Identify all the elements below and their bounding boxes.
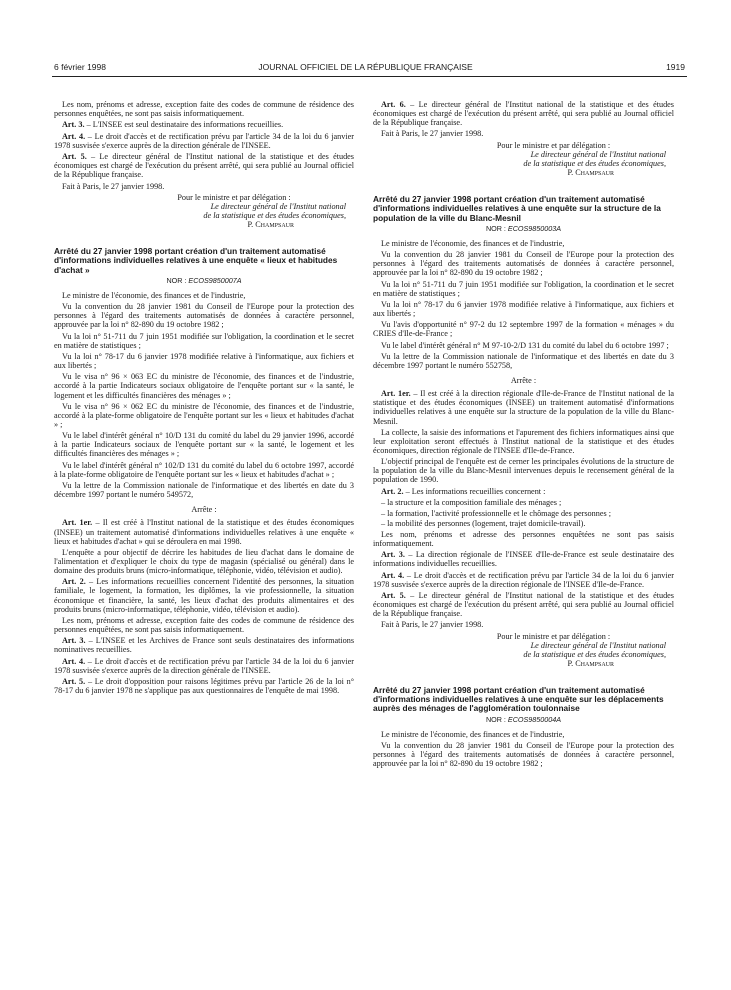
paragraph: Le ministre de l'économie, des finances et de l'industrie, [381, 238, 565, 248]
paragraph: Vu la loi n° 78-17 du 6 janvier 1978 modifiée relative à l'informatique, aux fichiers et aux libertés ; [373, 299, 674, 319]
paragraph: Vu la lettre de la Commission nationale de l'informatique et des libertés en date du 3 décembre 1997 portant le numéro 552758, [373, 351, 674, 371]
decree-title: Arrêté du 27 janvier 1998 portant création d'un traitement automatisé d'informations individuelles relatives à une enquête sur les déplacements auprès des ménages de l'agglomération toulonnaise [373, 685, 664, 714]
article: Art. 2. – Les informations recueillies concernent : [381, 486, 546, 496]
signature-name: P. Champsaur [567, 168, 614, 178]
signature-name: P. Champsaur [247, 220, 294, 230]
article: Art. 3. – L'INSEE et les Archives de France sont seuls destinataires des informations nominatives recueillies. [54, 636, 355, 655]
article: Art. 4. – Le droit d'accès et de rectification prévu par l'article 34 de la loi du 6 janvier 1978 susvisée s'exerce auprès de la direction générale de l'INSEE. [54, 131, 354, 150]
paragraph: Vu la convention du 28 janvier 1981 du Conseil de l'Europe pour la protection des personnes à l'égard des traitements automatisés de données à caractère personnel, approuvée par la loi n° 82-890 du 19 octobre 1982 ; [54, 302, 354, 330]
left-column [54, 100, 354, 697]
paragraph: Vu la convention du 28 janvier 1981 du Conseil de l'Europe pour la protection des personnes à l'égard des traitements automatisés de données à caractère personnel, approuvée par la loi n° 82-890 du 19 octobre 1982 ; [373, 250, 674, 278]
article: Art. 1er. – Il est créé à l'Institut national de la statistique et des études économiques (INSEE) un traitement automatisé d'informations individuelles relatives à une enquête « lieux et habitudes d'achat » qui se déroulera en mai 1998. [54, 518, 354, 546]
article: Art. 5. – Le directeur général de l'Institut national de la statistique et des études économiques est chargé de l'exécution du présent arrêté, qui sera publié au Journal officiel de la République française. [373, 590, 674, 619]
fait-line: Fait à Paris, le 27 janvier 1998. [381, 620, 484, 630]
header-rule [52, 76, 687, 77]
signature-title: de la statistique et des études économiques, [523, 649, 666, 659]
paragraph: L'objectif principal de l'enquête est de cerner les principales évolutions de la structure de la population de la ville du Blanc-Mesnil intervenues depuis le recensement général de la population de 1990. [373, 457, 674, 485]
paragraph: Vu l'avis d'opportunité n° 97-2 du 12 septembre 1997 de la formation « ménages » du CRIES d'Ile-de-France ; [373, 320, 674, 339]
article: Art. 5. – Le droit d'opposition pour raisons légitimes prévu par l'article 26 de la loi n° 78-17 du 6 janvier 1978 ne s'applique pas aux questionnaires de l'enquête de mai 1998. [54, 677, 354, 696]
paragraph: Vu la loi n° 51-711 du 7 juin 1951 modifiée sur l'obligation, la coordination et le secret en matière de statistiques ; [54, 331, 354, 350]
header-date: 6 février 1998 [54, 62, 106, 72]
nor-reference: NOR : ECOS9850007A [166, 275, 242, 285]
signature-title: de la statistique et des études économiques, [203, 210, 346, 220]
article: Art. 2. – Les informations recueillies concernent l'identité des personnes, la situation familiale, le logement, la formation, les diplômes, la vie professionnelle, la situation économique et financière, la santé, les lieux d'achat des produits alimentaires et des produits bruns (micro-informatique, téléphonie, vidéo, télévision et audio). [54, 577, 354, 614]
signature-title: Le directeur général de l'Institut national [530, 640, 666, 650]
fait-line: Fait à Paris, le 27 janvier 1998. [62, 181, 165, 191]
signature-name: P. Champsaur [567, 658, 614, 668]
fait-line: Fait à Paris, le 27 janvier 1998. [381, 129, 484, 139]
paragraph: Les nom, prénoms et adresse, exception faite des codes de commune de résidence des personnes enquêtées, ne sont pas saisis informatiquement. [54, 100, 354, 119]
article: Art. 3. – La direction régionale de l'INSEE d'Ile-de-France est seule destinataire des informations individuelles recueillies. [373, 550, 674, 569]
signature-intro: Pour le ministre et par délégation : [177, 192, 291, 202]
right-column [373, 100, 674, 771]
paragraph: Vu la loi n° 51-711 du 7 juin 1951 modifiée sur l'obligation, la coordination et le secret en matière de statistiques ; [373, 279, 674, 298]
article: Art. 6. – Le directeur général de l'Institut national de la statistique et des études économiques est chargé de l'exécution du présent arrêté, qui sera publié au Journal officiel de la République française. [373, 100, 674, 128]
list-item: – la mobilité des personnes (logement, trajet domicile-travail). [381, 519, 586, 529]
signature-intro: Pour le ministre et par délégation : [496, 140, 611, 150]
paragraph: Vu le label d'intérêt général n° M 97-10-2/D 131 du comité du label du 6 octobre 1997 ; [381, 340, 669, 350]
header-journal-title: JOURNAL OFFICIEL DE LA RÉPUBLIQUE FRANÇAISE [258, 62, 473, 72]
paragraph: Vu le visa n° 96 × 062 EC du ministre de l'économie, des finances et de l'industrie, accordé à la plate-forme obligatoire de l'enquête portant sur les « lieux et habitudes d'achat » ; [54, 401, 354, 430]
signature-title: Le directeur général de l'Institut national [210, 201, 346, 211]
paragraph: Le ministre de l'économie, des finances et de l'industrie, [381, 729, 565, 739]
arrete-heading: Arrête : [191, 505, 217, 515]
paragraph: Vu la convention du 28 janvier 1981 du Conseil de l'Europe pour la protection des personnes à l'égard des traitements automatisés de données à caractère personnel, approuvée par la loi n° 82-890 du 19 octobre 1982 ; [373, 741, 674, 769]
decree-title: Arrêté du 27 janvier 1998 portant création d'un traitement automatisé d'informations individuelles relatives à une enquête « lieux et habitudes d'achat » [54, 246, 338, 275]
paragraph: Les nom, prénoms et adresse, exception faite des codes de commune de résidence des personnes enquêtées, ne sont pas saisis informatiquement. [54, 615, 354, 635]
article: Art. 1er. – Il est créé à la direction régionale d'Ile-de-France de l'Institut national de la statistique et des études économiques (INSEE) un traitement automatisé d'informations individuelles relatives à une enquête sur la structure de la population de la ville du Blanc-Mesnil. [373, 389, 674, 426]
signature-title: Le directeur général de l'Institut national [530, 149, 666, 159]
decree-title: Arrêté du 27 janvier 1998 portant création d'un traitement automatisé d'informations individuelles relatives à une enquête sur la structure de la population de la ville du Blanc-Mesnil [373, 194, 661, 223]
paragraph: Vu la loi n° 78-17 du 6 janvier 1978 modifiée relative à l'informatique, aux fichiers et aux libertés ; [54, 351, 354, 371]
paragraph: Le ministre de l'économie, des finances et de l'industrie, [62, 290, 246, 300]
header-page-number: 1919 [666, 62, 685, 72]
article: Art. 4. – Le droit d'accès et de rectification prévu par l'article 34 de la loi du 6 janvier 1978 susvisée s'exerce auprès de la direction générale de l'INSEE. [54, 656, 354, 675]
paragraph: La collecte, la saisie des informations et l'apurement des fichiers informatiques ainsi que leur exploitation seront effectués à l'Institut national de la statistique et des études économiques, direction régionale de l'INSEE d'Ile-de-France. [373, 427, 674, 456]
article: Art. 3. – L'INSEE est seul destinataire des informations recueillies. [62, 120, 284, 130]
paragraph: L'enquête a pour objectif de décrire les habitudes de lieu d'achat dans le domaine de l'alimentation et d'expliquer le choix du type de magasin (spécialisé ou général) dans le domaine des produits bruns (micro-informatique, téléphonie, vidéo, télévision et audio). [54, 547, 354, 576]
paragraph: Vu le visa n° 96 × 063 EC du ministre de l'économie, des finances et de l'industrie, accordé à la partie Indicateurs sociaux obligatoire de l'enquête portant sur « la santé, le logement et les difficultés financières des ménages » ; [54, 372, 354, 400]
article: Art. 5. – Le directeur général de l'Institut national de la statistique et des études économiques est chargé de l'exécution du présent arrêté, qui sera publié au Journal officiel de la République française. [54, 152, 354, 180]
paragraph: Les nom, prénoms et adresse des personnes enquêtées ne sont pas saisis informatiquement. [373, 529, 674, 548]
article: Art. 4. – Le droit d'accès et de rectification prévu par l'article 34 de la loi du 6 janvier 1978 susvisée s'exerce auprès de la direction régionale de l'INSEE d'Ile-de-France. [373, 570, 674, 589]
paragraph: Vu la lettre de la Commission nationale de l'informatique et des libertés en date du 3 décembre 1997 portant le numéro 549572, [54, 481, 354, 500]
arrete-heading: Arrête : [510, 376, 537, 386]
list-item: – la formation, l'activité professionnelle et le chômage des personnes ; [381, 508, 611, 518]
nor-reference: NOR : ECOS9850003A [485, 223, 562, 233]
paragraph: Vu le label d'intérêt général n° 102/D 131 du comité du label du 6 octobre 1997, accordé à la plate-forme obligatoire de l'enquête portant sur les « lieux et habitudes d'achat » ; [54, 460, 354, 479]
signature-title: de la statistique et des études économiques, [523, 158, 666, 168]
nor-reference: NOR : ECOS9850004A [485, 714, 562, 724]
paragraph: Vu le label d'intérêt général n° 10/D 131 du comité du label du 29 janvier 1996, accordé à la partie Indicateurs sociaux de l'enquête portant sur « la santé, le logement et les difficultés financières des ménages » ; [54, 431, 354, 459]
signature-intro: Pour le ministre et par délégation : [496, 631, 611, 641]
list-item: – la structure et la composition familiale des ménages ; [381, 498, 562, 508]
